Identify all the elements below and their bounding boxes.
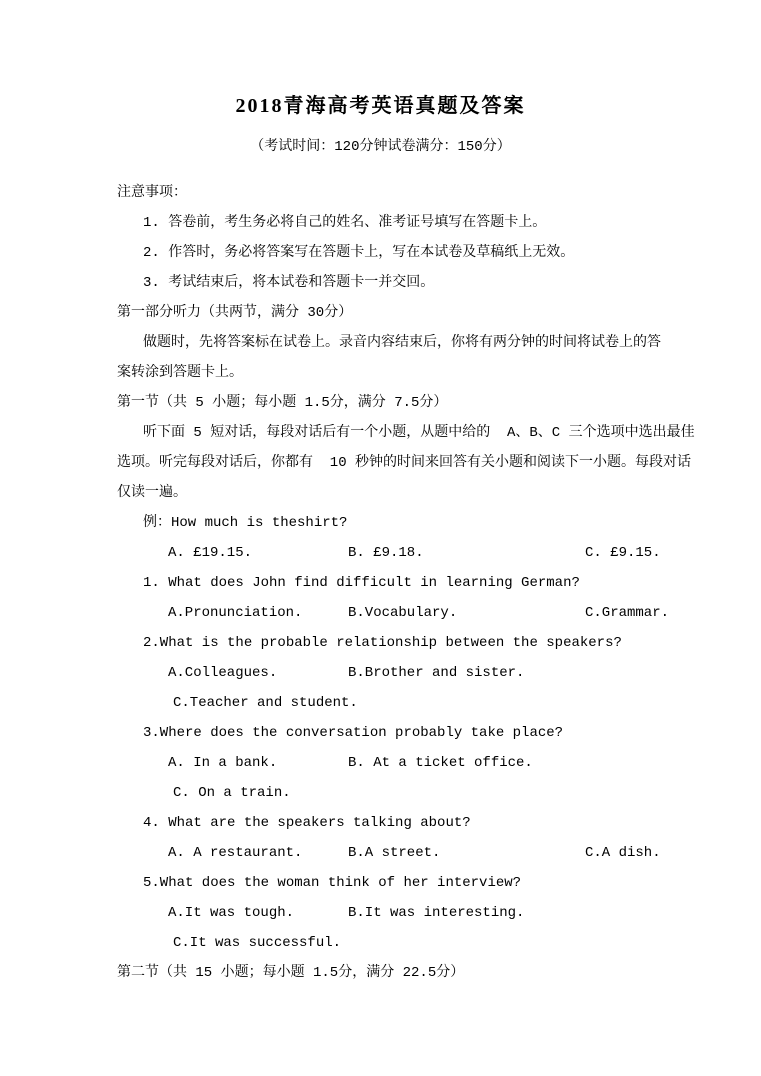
- question-2-option-a: A.Colleagues.: [168, 665, 278, 681]
- question-2-options-row: [117, 658, 644, 688]
- question-3-option-c: C. On a train.: [173, 785, 291, 801]
- note-item-3: 3. 考试结束后，将本试卷和答题卡一并交回。: [143, 275, 435, 291]
- section2-heading: 第二节（共 15 小题；每小题 1.5分，满分 22.5分）: [117, 965, 465, 981]
- question-1-option-b: B.Vocabulary.: [348, 605, 458, 621]
- question-4-option-a: A. A restaurant.: [168, 845, 303, 861]
- question-5-option-a: A.It was tough.: [168, 905, 295, 921]
- part1-intro-line-2: 案转涂到答题卡上。: [117, 365, 243, 381]
- question-3-option-a: A. In a bank.: [168, 755, 278, 771]
- question-4-text: 4. What are the speakers talking about?: [143, 815, 471, 831]
- document-body: [117, 178, 695, 988]
- question-3-text: 3.Where does the conversation probably take place?: [143, 725, 564, 741]
- question-4-option-b: B.A street.: [348, 845, 441, 861]
- example-option-c: C. £9.15.: [585, 545, 661, 561]
- part1-intro-line-1: 做题时，先将答案标在试卷上。录音内容结束后，你将有两分钟的时间将试卷上的答: [143, 335, 661, 351]
- document-title: 2018青海高考英语真题及答案: [235, 95, 526, 117]
- notes-heading: 注意事项：: [117, 185, 187, 201]
- section1-instruction-line-2: 选项。听完每段对话后，你都有 10 秒钟的时间来回答有关小题和阅读下一小题。每段对话: [117, 455, 692, 471]
- question-4-option-c: C.A dish.: [585, 845, 661, 861]
- question-5-option-c: C.It was successful.: [173, 935, 342, 951]
- question-1-text: 1. What does John find difficult in learning German?: [143, 575, 580, 591]
- question-5-options-row: [117, 898, 644, 928]
- question-5-text: 5.What does the woman think of her interview?: [143, 875, 522, 891]
- question-1-option-c: C.Grammar.: [585, 605, 670, 621]
- question-2-option-b: B.Brother and sister.: [348, 665, 525, 681]
- example-option-a: A. £19.15.: [168, 545, 253, 561]
- question-2-text: 2.What is the probable relationship between the speakers?: [143, 635, 622, 651]
- question-5-option-b: B.It was interesting.: [348, 905, 525, 921]
- question-4-options-row: [117, 838, 661, 868]
- note-item-1: 1. 答卷前，考生务必将自己的姓名、准考证号填写在答题卡上。: [143, 215, 547, 231]
- question-2-option-c: C.Teacher and student.: [173, 695, 358, 711]
- exam-info: （考试时间：120分钟试卷满分：150分）: [250, 139, 511, 155]
- section1-instruction-line-1: 听下面 5 短对话，每段对话后有一个小题，从题中给的 A、B、C 三个选项中选出最佳: [143, 425, 695, 441]
- note-item-2: 2. 作答时，务必将答案写在答题卡上，写在本试卷及草稿纸上无效。: [143, 245, 575, 261]
- example-options-row: [117, 538, 661, 568]
- question-3-option-b: B. At a ticket office.: [348, 755, 533, 771]
- section1-instruction-line-3: 仅读一遍。: [117, 485, 187, 501]
- section1-heading: 第一节（共 5 小题；每小题 1.5分，满分 7.5分）: [117, 395, 448, 411]
- question-1-option-a: A.Pronunciation.: [168, 605, 303, 621]
- question-1-options-row: [117, 598, 670, 628]
- example-option-b: B. £9.18.: [348, 545, 424, 561]
- part1-heading: 第一部分听力（共两节，满分 30分）: [117, 305, 353, 321]
- example-question: 例：How much is theshirt?: [143, 515, 348, 531]
- question-3-options-row: [117, 748, 644, 778]
